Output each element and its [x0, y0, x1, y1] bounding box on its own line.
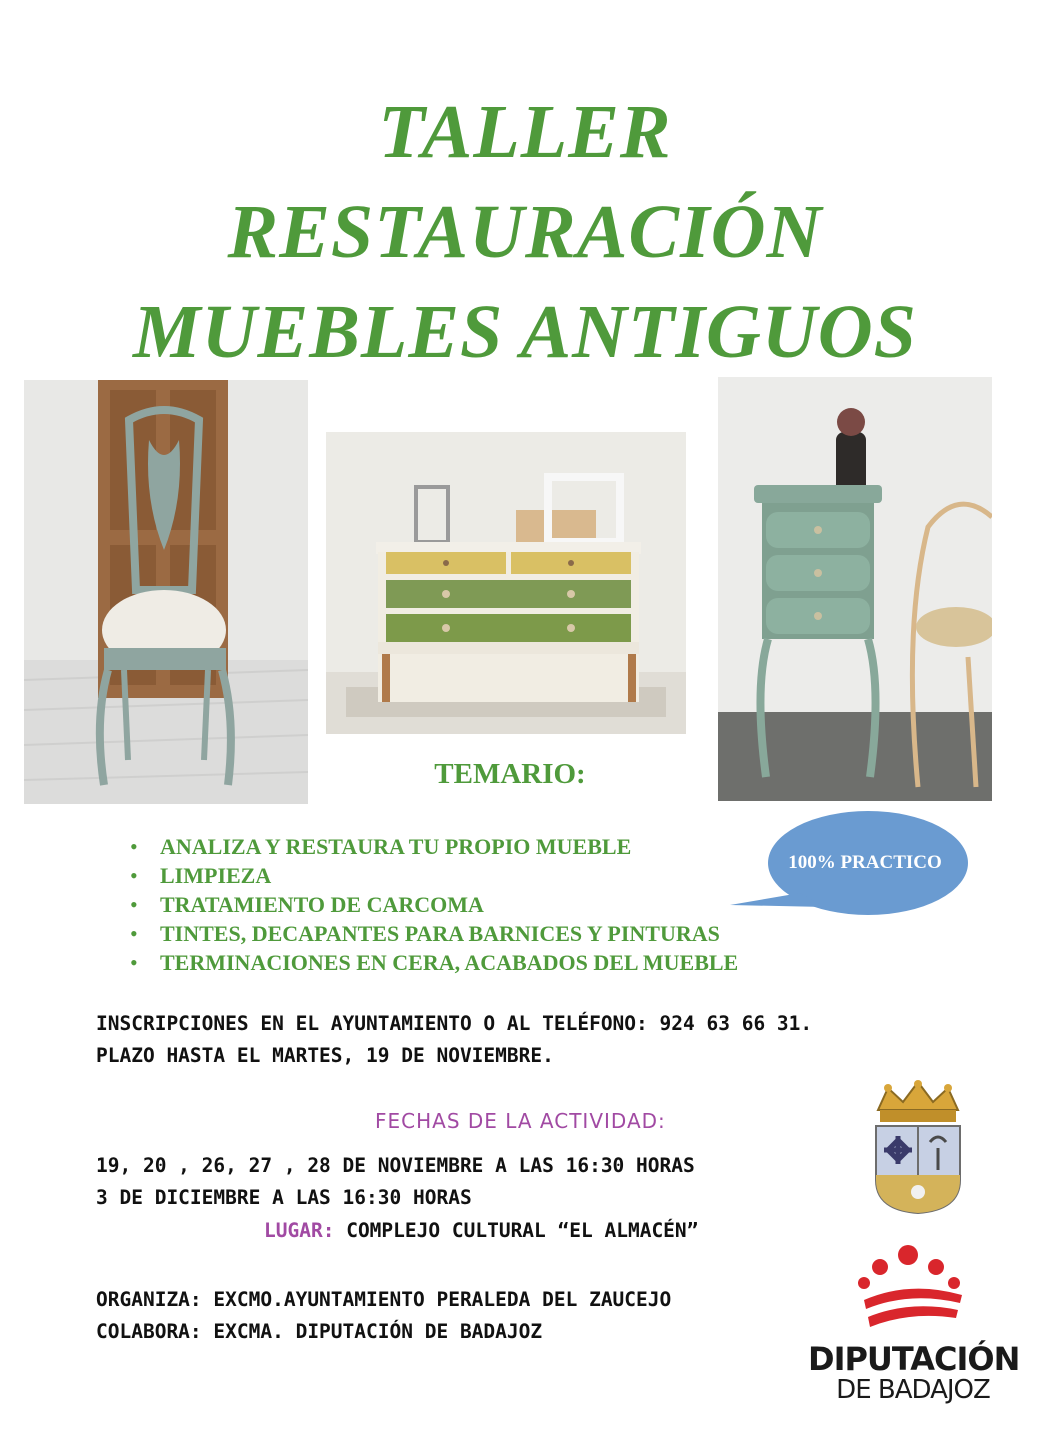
fechas-line-2: 3 DE DICIEMBRE A LAS 16:30 HORAS — [96, 1186, 472, 1209]
fechas-line-1: 19, 20 , 26, 27 , 28 DE NOVIEMBRE A LAS 16:30 HORAS — [96, 1154, 695, 1177]
list-item: • TERMINACIONES EN CERA, ACABADOS DEL MUEBLE — [130, 948, 738, 977]
inscripciones-line-2: PLAZO HASTA EL MARTES, 19 DE NOVIEMBRE. — [96, 1044, 554, 1067]
inscripciones-line-1: INSCRIPCIONES EN EL AYUNTAMIENTO O AL TELÉFONO: 924 63 66 31. — [96, 1012, 813, 1035]
logo-line-1: DIPUTACIÓN — [808, 1340, 1020, 1378]
list-item: • TINTES, DECAPANTES PARA BARNICES Y PINTURAS — [130, 919, 738, 948]
logo-line-2: DE BADAJOZ — [836, 1375, 990, 1405]
organiza-line: ORGANIZA: EXCMO.AYUNTAMIENTO PERALEDA DEL ZAUCEJO — [96, 1288, 672, 1311]
chair-photo — [24, 380, 308, 804]
title-line-2: RESTAURACIÓN — [227, 190, 823, 274]
topic-list — [130, 832, 738, 977]
temario-heading: TEMARIO: — [434, 758, 586, 790]
lugar-label: LUGAR: — [264, 1219, 335, 1242]
dresser-photo — [326, 432, 686, 734]
fechas-heading: FECHAS DE LA ACTIVIDAD: — [375, 1109, 666, 1133]
title-line-3: MUEBLES ANTIGUOS — [133, 290, 917, 374]
lugar-value: COMPLEJO CULTURAL “EL ALMACÉN” — [346, 1219, 699, 1242]
list-item: • LIMPIEZA — [130, 861, 738, 890]
colabora-line: COLABORA: EXCMA. DIPUTACIÓN DE BADAJOZ — [96, 1320, 543, 1343]
coat-of-arms-icon — [868, 1080, 968, 1215]
list-item: • TRATAMIENTO DE CARCOMA — [130, 890, 738, 919]
list-item: • ANALIZA Y RESTAURA TU PROPIO MUEBLE — [130, 832, 738, 861]
practico-badge: 100% PRACTICO — [788, 852, 942, 873]
diputacion-logo-icon — [850, 1245, 970, 1335]
title-line-1: TALLER — [378, 90, 672, 174]
lugar-line — [264, 1219, 698, 1242]
nightstand-photo — [718, 377, 992, 801]
